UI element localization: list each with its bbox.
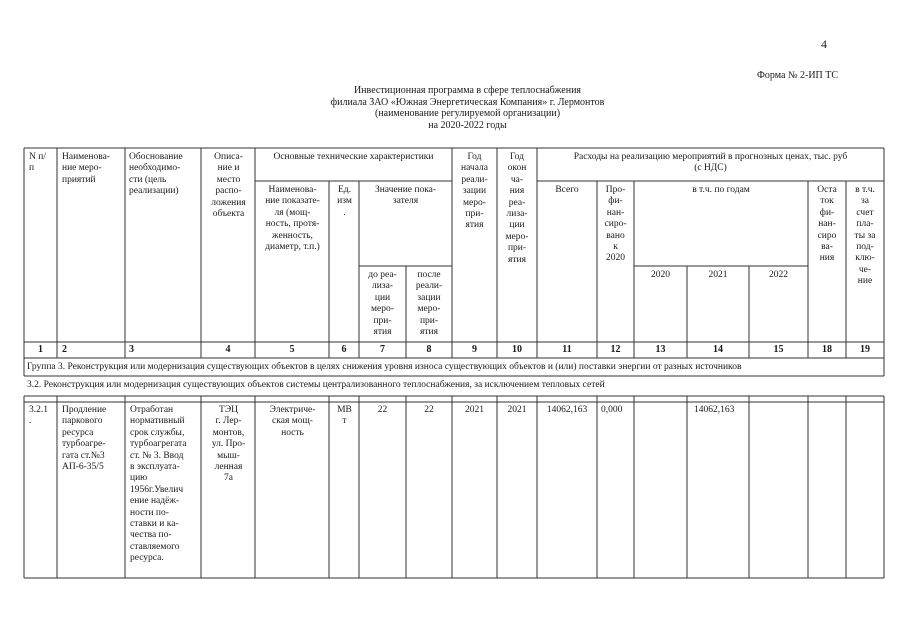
col-number-18: 18 <box>822 344 832 355</box>
row-total: 14062,163 <box>546 405 588 415</box>
col-number-19: 19 <box>860 344 870 355</box>
header-col-2: Наименова- ние меро- приятий <box>62 152 110 185</box>
col-number-8: 8 <box>426 344 432 355</box>
col-number-13: 13 <box>655 344 666 355</box>
header-costs: Расходы на реализацию мероприятий в прогнозных ценах, тыс. руб (с НДС) <box>573 152 848 174</box>
col-number-10: 10 <box>512 344 522 355</box>
heading-line-2: филиала ЗАО «Южная Энергетическая Компания» г. Лермонтов <box>330 96 605 108</box>
header-col-5: Наименова- ние показате- ля (мощ- ность, протя- женность, диаметр, т.п.) <box>265 185 320 253</box>
form-label: Форма № 2-ИП ТС <box>757 70 839 81</box>
col-number-2: 2 <box>62 344 67 355</box>
col-number-9: 9 <box>472 344 477 355</box>
col-number-6: 6 <box>341 344 347 355</box>
row-justification: Отработан нормативный срок службы, турбоагрегата ст. № 3. Ввод в эксплуата- цию 1956г.Увелич ение надёж- ности по- ставки и ка- чества по- ставляемого ресурса. <box>130 405 187 564</box>
row-location: ТЭЦ г. Лер- монтов, ул. Про- мыш- ленная 7а <box>211 405 246 484</box>
header-col-9: Год начала реали- зации меро- при- ятия <box>461 152 488 231</box>
header-col-12: Про- фи- нан- сиро- вано к 2020 <box>604 185 627 264</box>
col-number-3: 3 <box>129 344 134 355</box>
col-number-12: 12 <box>610 344 621 355</box>
header-col-7: до реа- лиза- ции меро- при- ятия <box>368 270 397 338</box>
heading-line-4: на 2020-2022 годы <box>428 119 507 131</box>
header-col-11: Всего <box>555 185 579 195</box>
header-col-3: Обоснование необходимо- сти (цель реализации) <box>129 152 183 197</box>
row-end-year: 2021 <box>507 405 527 415</box>
col-number-15: 15 <box>773 344 784 355</box>
header-col-8: после реали- зации меро- при- ятия <box>415 270 443 338</box>
row-financed-before-2020: 0,000 <box>601 405 623 415</box>
subgroup-row: 3.2. Реконструкция или модернизация существующих объектов системы централизованного теплоснабжения, за исключением тепловых сетей <box>27 380 605 390</box>
header-col-14: 2021 <box>708 270 728 280</box>
header-col-1: N п/ п <box>29 152 46 174</box>
row-name: Продление паркового ресурса турбоагре- гата ст.№3 АП-6-35/5 <box>62 405 107 473</box>
header-col-4: Описа- ние и место распо- ложения объекта <box>211 152 246 220</box>
col-number-4: 4 <box>225 344 231 355</box>
col-number-1: 1 <box>38 344 43 355</box>
header-by-years: в т.ч. по годам <box>692 185 750 195</box>
page-number: 4 <box>821 37 827 51</box>
group-row: Группа 3. Реконструкция или модернизация существующих объектов в целях снижения уровня износа существующих объектов и (или) поставки энергии от разных источников <box>27 362 742 372</box>
header-indicator-value: Значение пока- зателя <box>374 185 437 207</box>
heading-line-3: (наименование регулируемой организации) <box>374 108 561 119</box>
row-year-2021: 14062,163 <box>694 405 735 415</box>
row-value-after: 22 <box>424 405 434 415</box>
header-col-19: в т.ч. за счет пла- ты за под- клю- че- ние <box>854 185 876 287</box>
header-col-10: Год окон ча- ния реа- лиза- ции меро- при- ятия <box>505 152 529 265</box>
row-start-year: 2021 <box>465 405 484 415</box>
row-value-before: 22 <box>377 405 388 415</box>
col-number-11: 11 <box>562 344 572 355</box>
header-col-15: 2022 <box>769 270 788 280</box>
col-number-7: 7 <box>380 344 385 355</box>
col-number-14: 14 <box>713 344 723 355</box>
col-number-5: 5 <box>289 344 295 355</box>
row-indicator: Электриче- ская мощ- ность <box>269 405 316 438</box>
header-tech-characteristics: Основные технические характеристики <box>273 152 434 162</box>
header-col-13: 2020 <box>651 270 670 280</box>
heading-line-1: Инвестиционная программа в сфере теплоснабжения <box>353 85 582 96</box>
row-unit: МВ т <box>337 405 352 427</box>
row-number: 3.2.1 . <box>29 405 48 427</box>
header-col-6: Ед. изм . <box>337 185 352 218</box>
header-col-18: Оста ток фи- нан- сиро ва- ния <box>817 185 837 264</box>
